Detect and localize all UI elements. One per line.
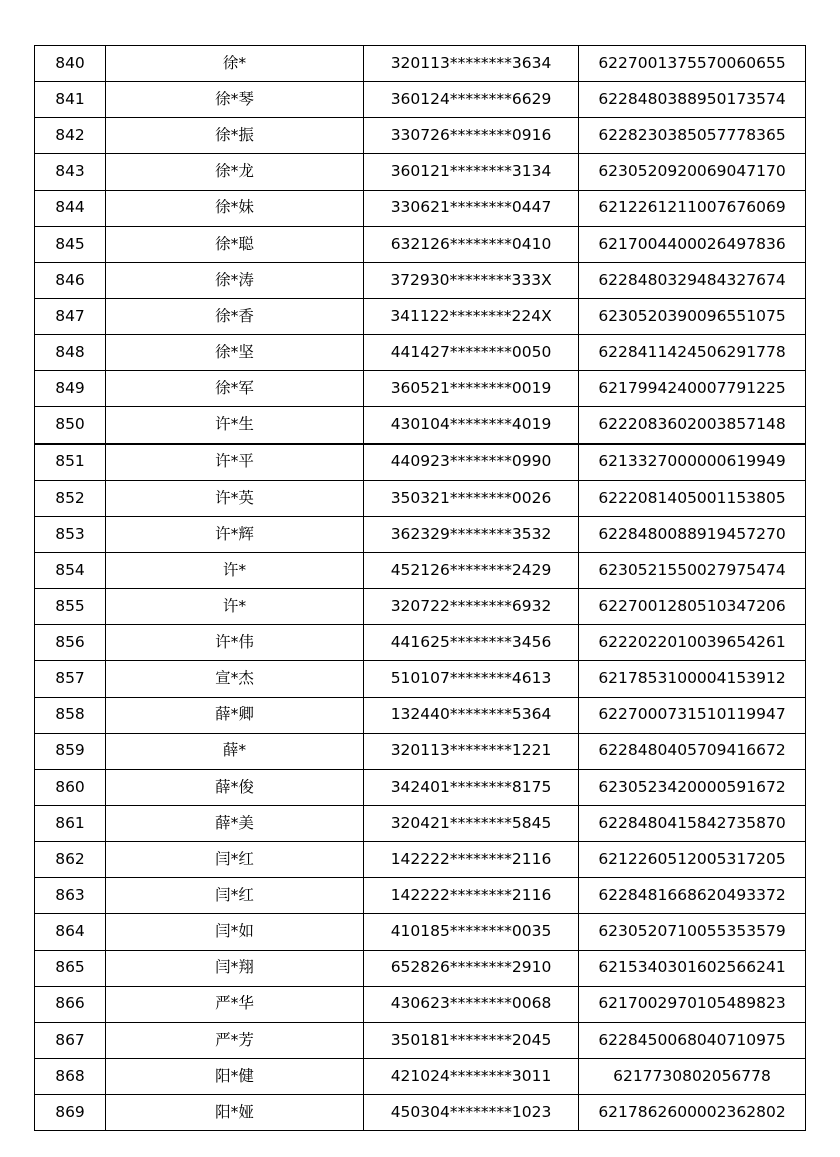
id-number-cell: 132440********5364 [364,697,579,733]
account-number-cell: 6230520710055353579 [579,914,806,950]
row-number-cell: 869 [35,1095,106,1131]
id-number-cell: 320421********5845 [364,805,579,841]
name-cell: 许*辉 [106,516,364,552]
id-number-cell: 430104********4019 [364,407,579,444]
name-cell: 许*伟 [106,625,364,661]
name-cell: 徐*聪 [106,226,364,262]
account-number-cell: 6228480088919457270 [579,516,806,552]
name-cell: 徐*琴 [106,82,364,118]
name-cell: 许*英 [106,480,364,516]
id-number-cell: 430623********0068 [364,986,579,1022]
row-number-cell: 841 [35,82,106,118]
table-row [35,589,806,625]
table-row [35,226,806,262]
account-number-cell: 6227001280510347206 [579,589,806,625]
id-number-cell: 450304********1023 [364,1095,579,1131]
name-cell: 宣*杰 [106,661,364,697]
account-number-cell: 6228480405709416672 [579,733,806,769]
name-cell: 闫*如 [106,914,364,950]
row-number-cell: 849 [35,371,106,407]
table-row [35,335,806,371]
row-number-cell: 863 [35,878,106,914]
row-number-cell: 856 [35,625,106,661]
table-row [35,552,806,588]
id-number-cell: 342401********8175 [364,769,579,805]
row-number-cell: 845 [35,226,106,262]
row-number-cell: 850 [35,407,106,444]
id-number-cell: 372930********333X [364,262,579,298]
name-cell: 薛*卿 [106,697,364,733]
account-number-cell: 6228481668620493372 [579,878,806,914]
row-number-cell: 860 [35,769,106,805]
id-number-cell: 441625********3456 [364,625,579,661]
name-cell: 严*芳 [106,1022,364,1058]
name-cell: 徐*妹 [106,190,364,226]
account-number-cell: 6217004400026497836 [579,226,806,262]
id-number-cell: 142222********2116 [364,878,579,914]
name-cell: 闫*红 [106,878,364,914]
name-cell: 许*生 [106,407,364,444]
account-number-cell: 6230520920069047170 [579,154,806,190]
account-number-cell: 6213327000000619949 [579,444,806,481]
id-number-cell: 632126********0410 [364,226,579,262]
row-number-cell: 854 [35,552,106,588]
id-number-cell: 341122********224X [364,298,579,334]
name-cell: 闫*红 [106,842,364,878]
account-number-cell: 6228480415842735870 [579,805,806,841]
table-row [35,262,806,298]
id-number-cell: 441427********0050 [364,335,579,371]
account-number-cell: 6230523420000591672 [579,769,806,805]
table-row [35,154,806,190]
id-number-cell: 452126********2429 [364,552,579,588]
account-number-cell: 6222083602003857148 [579,407,806,444]
name-cell: 薛*俊 [106,769,364,805]
roster-body [35,46,806,1131]
row-number-cell: 859 [35,733,106,769]
name-cell: 徐*香 [106,298,364,334]
id-number-cell: 440923********0990 [364,444,579,481]
name-cell: 阳*健 [106,1058,364,1094]
row-number-cell: 855 [35,589,106,625]
account-number-cell: 6227001375570060655 [579,46,806,82]
row-number-cell: 844 [35,190,106,226]
id-number-cell: 510107********4613 [364,661,579,697]
table-row [35,118,806,154]
name-cell: 徐*坚 [106,335,364,371]
row-number-cell: 851 [35,444,106,481]
account-number-cell: 6228450068040710975 [579,1022,806,1058]
account-number-cell: 6212260512005317205 [579,842,806,878]
account-number-cell: 6212261211007676069 [579,190,806,226]
account-number-cell: 6217862600002362802 [579,1095,806,1131]
table-row [35,190,806,226]
id-number-cell: 421024********3011 [364,1058,579,1094]
table-row [35,914,806,950]
account-number-cell: 6228411424506291778 [579,335,806,371]
table-row [35,733,806,769]
id-number-cell: 320722********6932 [364,589,579,625]
table-row [35,371,806,407]
name-cell: 徐*振 [106,118,364,154]
account-number-cell: 6222081405001153805 [579,480,806,516]
table-row [35,950,806,986]
id-number-cell: 360121********3134 [364,154,579,190]
account-number-cell: 6217994240007791225 [579,371,806,407]
table-row [35,697,806,733]
account-number-cell: 6230521550027975474 [579,552,806,588]
row-number-cell: 843 [35,154,106,190]
account-number-cell: 6222022010039654261 [579,625,806,661]
account-number-cell: 6230520390096551075 [579,298,806,334]
row-number-cell: 848 [35,335,106,371]
name-cell: 薛*美 [106,805,364,841]
row-number-cell: 861 [35,805,106,841]
name-cell: 严*华 [106,986,364,1022]
table-row [35,805,806,841]
name-cell: 薛* [106,733,364,769]
table-row [35,878,806,914]
table-row [35,444,806,481]
table-row [35,661,806,697]
row-number-cell: 846 [35,262,106,298]
id-number-cell: 330621********0447 [364,190,579,226]
table-row [35,1022,806,1058]
name-cell: 徐*涛 [106,262,364,298]
account-number-cell: 6228480329484327674 [579,262,806,298]
row-number-cell: 867 [35,1022,106,1058]
table-row [35,1058,806,1094]
id-number-cell: 362329********3532 [364,516,579,552]
table-row [35,298,806,334]
row-number-cell: 858 [35,697,106,733]
row-number-cell: 862 [35,842,106,878]
table-row [35,986,806,1022]
table-row [35,82,806,118]
id-number-cell: 320113********3634 [364,46,579,82]
row-number-cell: 857 [35,661,106,697]
row-number-cell: 840 [35,46,106,82]
account-number-cell: 6217002970105489823 [579,986,806,1022]
table-row [35,625,806,661]
row-number-cell: 866 [35,986,106,1022]
row-number-cell: 864 [35,914,106,950]
row-number-cell: 852 [35,480,106,516]
name-cell: 许* [106,552,364,588]
id-number-cell: 360124********6629 [364,82,579,118]
account-number-cell: 6217730802056778 [579,1058,806,1094]
table-row [35,769,806,805]
id-number-cell: 360521********0019 [364,371,579,407]
account-number-cell: 6228480388950173574 [579,82,806,118]
table-row [35,480,806,516]
name-cell: 徐* [106,46,364,82]
id-number-cell: 350181********2045 [364,1022,579,1058]
id-number-cell: 320113********1221 [364,733,579,769]
id-number-cell: 142222********2116 [364,842,579,878]
account-number-cell: 6215340301602566241 [579,950,806,986]
table-row [35,1095,806,1131]
name-cell: 徐*龙 [106,154,364,190]
account-number-cell: 6227000731510119947 [579,697,806,733]
id-number-cell: 410185********0035 [364,914,579,950]
row-number-cell: 842 [35,118,106,154]
table-row [35,46,806,82]
name-cell: 闫*翔 [106,950,364,986]
name-cell: 阳*娅 [106,1095,364,1131]
name-cell: 许* [106,589,364,625]
account-number-cell: 6228230385057778365 [579,118,806,154]
account-number-cell: 6217853100004153912 [579,661,806,697]
row-number-cell: 847 [35,298,106,334]
roster-table [34,45,806,1131]
table-row [35,407,806,444]
name-cell: 徐*军 [106,371,364,407]
row-number-cell: 868 [35,1058,106,1094]
table-row [35,516,806,552]
name-cell: 许*平 [106,444,364,481]
id-number-cell: 350321********0026 [364,480,579,516]
id-number-cell: 330726********0916 [364,118,579,154]
row-number-cell: 865 [35,950,106,986]
row-number-cell: 853 [35,516,106,552]
id-number-cell: 652826********2910 [364,950,579,986]
table-row [35,842,806,878]
